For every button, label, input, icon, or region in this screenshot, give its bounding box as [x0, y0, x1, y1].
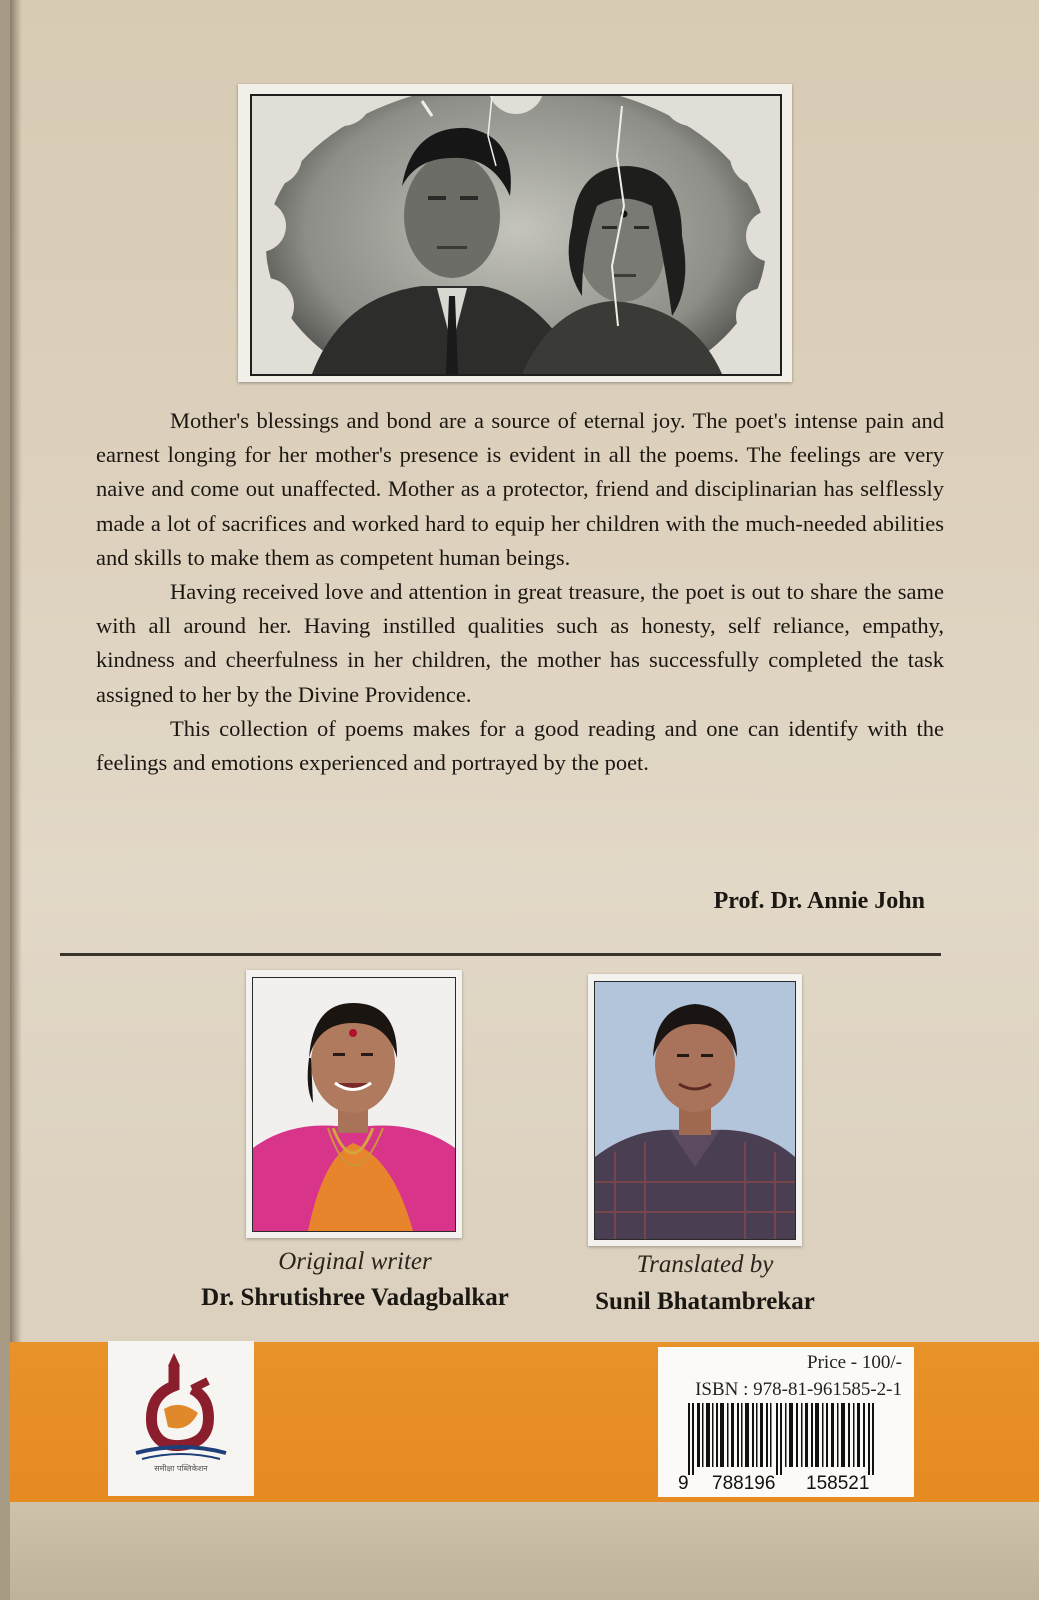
- vintage-photo-frame: [238, 84, 792, 382]
- divider-line: [60, 953, 941, 956]
- barcode-digit-group-1: 788196: [712, 1473, 776, 1494]
- writer-photo: [252, 977, 456, 1232]
- blurb-paragraph-1: Mother's blessings and bond are a source of eternal joy. The poet's intense pain and earnest longing for her mother's presence is evident in all the poems. The feelings are very naive and come out unaffected. Mother as a protector, friend and disciplinarian has selflessly made a lot of sacrifices and worked hard to equip her children with the much-needed abilities and skills to make them as competent human beings.: [96, 408, 944, 570]
- writer-name-label: Dr. Shrutishree Vadagbalkar: [201, 1284, 509, 1311]
- blurb-paragraph-3: This collection of poems makes for a good reading and one can identify with the feelings and emotions experienced and portrayed by the poet.: [96, 715, 944, 776]
- translator-photo: [594, 981, 796, 1240]
- writer-photo-frame: [246, 970, 462, 1238]
- translator-photo-frame: [588, 974, 802, 1246]
- vintage-couple-photo: [250, 94, 782, 376]
- price-label: Price - 100/-: [807, 1352, 902, 1373]
- isbn-label: ISBN : 978-81-961585-2-1: [695, 1379, 902, 1400]
- publisher-logo: [108, 1341, 254, 1496]
- isbn-block: [658, 1347, 914, 1497]
- blurb-paragraph-2: Having received love and attention in great treasure, the poet is out to share the same with all around her. Having instilled qualities such as honesty, self reliance, empathy, kindness and cheerfulness in her children, the mother has successfully completed the task assigned to her by the Divine Providence.: [96, 579, 944, 707]
- barcode-digit-group-2: 158521: [806, 1473, 870, 1494]
- book-back-cover: [10, 0, 1039, 1600]
- publisher-logo-text: समीक्षा पब्लिकेशन: [154, 1464, 208, 1473]
- translator-name-label: Sunil Bhatambrekar: [595, 1288, 815, 1315]
- translator-role-label: Translated by: [636, 1251, 774, 1278]
- blurb-text: [96, 404, 944, 780]
- bottom-strip: [10, 1502, 1039, 1600]
- writer-role-label: Original writer: [278, 1248, 432, 1275]
- barcode-digit-prefix: 9: [678, 1473, 689, 1494]
- blurb-signature: Prof. Dr. Annie John: [713, 888, 925, 914]
- barcode-icon: [688, 1403, 888, 1475]
